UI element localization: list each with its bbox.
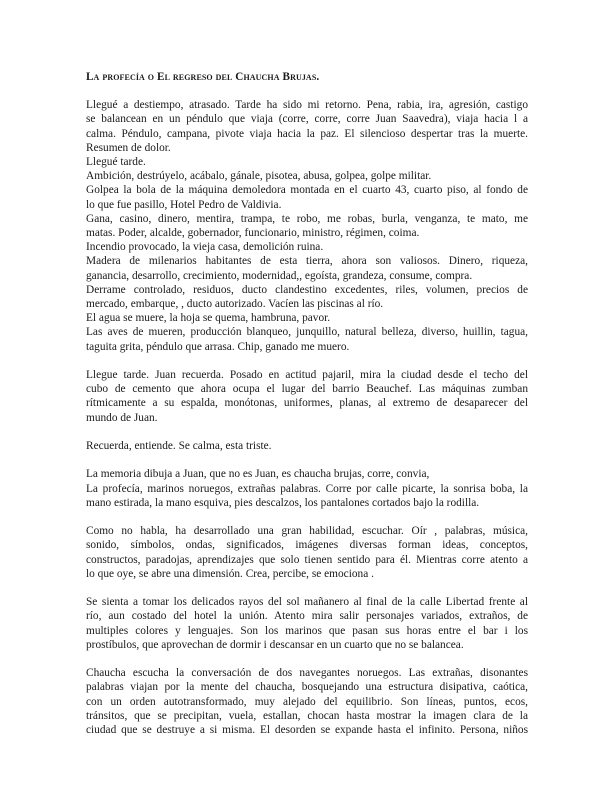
text-line: El agua se muere, la hoja se quema, hambruna, pavor.: [86, 312, 331, 325]
paragraph: [86, 666, 528, 737]
text-line: sonido, símbolos, ondas, significados, imágenes diversas forman ideas, conceptos,: [86, 539, 528, 552]
text-line: cubo de cemento que ahora ocupa el lugar del barrio Beauchef. Las máquinas zumban: [86, 383, 528, 396]
text-line: mundo de Juan.: [86, 411, 158, 424]
text-line: Las aves de mueren, producción blanqueo, junquillo, natural belleza, diverso, huillin, tagua,: [86, 326, 528, 339]
text-line: Incendio provocado, la vieja casa, demolición ruina.: [86, 241, 324, 254]
paragraph: [86, 98, 528, 354]
text-line: Recuerda, entiende. Se calma, esta triste.: [86, 440, 272, 453]
text-line: Resumen de dolor.: [86, 141, 171, 154]
text-line: lo que fue pasillo, Hotel Pedro de Valdivia.: [86, 198, 282, 211]
text-line: Como no habla, ha desarrollado una gran habilidad, escuchar. Oír , palabras, música,: [86, 525, 528, 538]
text-line: Llegue tarde. Juan recuerda. Posado en actitud pajaril, mira la ciudad desde el techo del: [86, 369, 528, 382]
text-line: lo que oye, se abre una dimensión. Crea, percibe, se emociona .: [86, 567, 374, 580]
text-line: Madera de milenarios habitantes de esta tierra, ahora son valiosos. Dinero, riqueza,: [86, 255, 528, 268]
paragraph: [86, 368, 528, 425]
document-body: [86, 70, 528, 751]
document-title: La profecía o El regreso del Chaucha Brujas.: [86, 71, 320, 83]
paragraph: [86, 439, 528, 453]
text-line: Llegué tarde.: [86, 156, 146, 169]
text-line: se balancean en un péndulo que viaja (corre, corre, corre Juan Saavedra), viaja hacia l a: [86, 113, 528, 126]
paragraphs-container: [86, 98, 528, 737]
text-line: Chaucha escucha la conversación de dos navegantes noruegos. Las extrañas, disonantes: [86, 667, 528, 680]
paragraph: [86, 467, 528, 510]
text-line: matas. Poder, alcalde, gobernador, funcionario, ministro, régimen, coima.: [86, 227, 420, 240]
text-line: tránsitos, que se precipitan, vuela, estallan, chocan hasta mostrar la imagen clara de la: [86, 709, 528, 722]
text-line: palabras viajan por la mente del chaucha, bosquejando una estructura disipativa, caótica,: [86, 681, 528, 694]
text-line: mano estirada, la mano esquiva, pies descalzos, los pantalones cortados bajo la rodilla.: [86, 496, 480, 509]
text-line: con un orden autotransformado, muy alejado del equilibrio. Son líneas, puntos, ecos,: [86, 695, 528, 708]
text-line: Llegué a destiempo, atrasado. Tarde ha sido mi retorno. Pena, rabia, ira, agresión, castigo: [86, 99, 528, 112]
text-line: La memoria dibuja a Juan, que no es Juan, es chaucha brujas, corre, convia,: [86, 468, 430, 481]
text-line: multiples colores y lenguajes. Son los marinos que pasan sus horas entre el bar i los: [86, 624, 528, 637]
text-line: ganancia, desarrollo, crecimiento, modernidad,, egoísta, grandeza, consume, compra.: [86, 269, 473, 282]
text-line: ciudad que se destruye a si misma. El desorden se expande hasta el infinito. Persona, niños: [86, 724, 528, 737]
text-line: calma. Péndulo, campana, pivote viaja hacia la paz. El silencioso despertar tras la muerte.: [86, 127, 528, 140]
text-line: La profecía, marinos noruegos, extrañas palabras. Corre por calle picarte, la sonrisa boba, la: [86, 482, 528, 495]
text-line: mercado, embarque, , ducto autorizado. Vacíen las piscinas al río.: [86, 298, 384, 311]
text-line: prostíbulos, que aprovechan de dormir i descansar en un cuarto que no se balancea.: [86, 638, 464, 651]
text-line: Derrame controlado, residuos, ducto clandestino excedentes, riles, volumen, precios de: [86, 283, 528, 296]
text-line: taguita grita, péndulo que arrasa. Chip, ganado me muero.: [86, 340, 350, 353]
text-line: constructos, paradojas, aprendizajes que solo tienen sentido para él. Mientras corre atento a: [86, 553, 528, 566]
paragraph: [86, 524, 528, 581]
text-line: Gana, casino, dinero, mentira, trampa, te robo, me robas, burla, venganza, te mato, me: [86, 212, 528, 225]
text-line: río, aun costado del hotel la unión. Atento mira salir personajes variados, extraños, de: [86, 610, 528, 623]
paragraph: [86, 595, 528, 652]
text-line: Se sienta a tomar los delicados rayos del sol mañanero al final de la calle Libertad frente al: [86, 596, 528, 609]
text-line: rítmicamente a su espalda, monótonas, uniformes, planas, al extremo de desaparecer del: [86, 397, 528, 410]
text-line: Ambición, destrúyelo, acábalo, gánale, pisotea, abusa, golpea, golpe militar.: [86, 170, 432, 183]
text-line: Golpea la bola de la máquina demoledora montada en el cuarto 43, cuarto piso, al fondo de: [86, 184, 528, 197]
